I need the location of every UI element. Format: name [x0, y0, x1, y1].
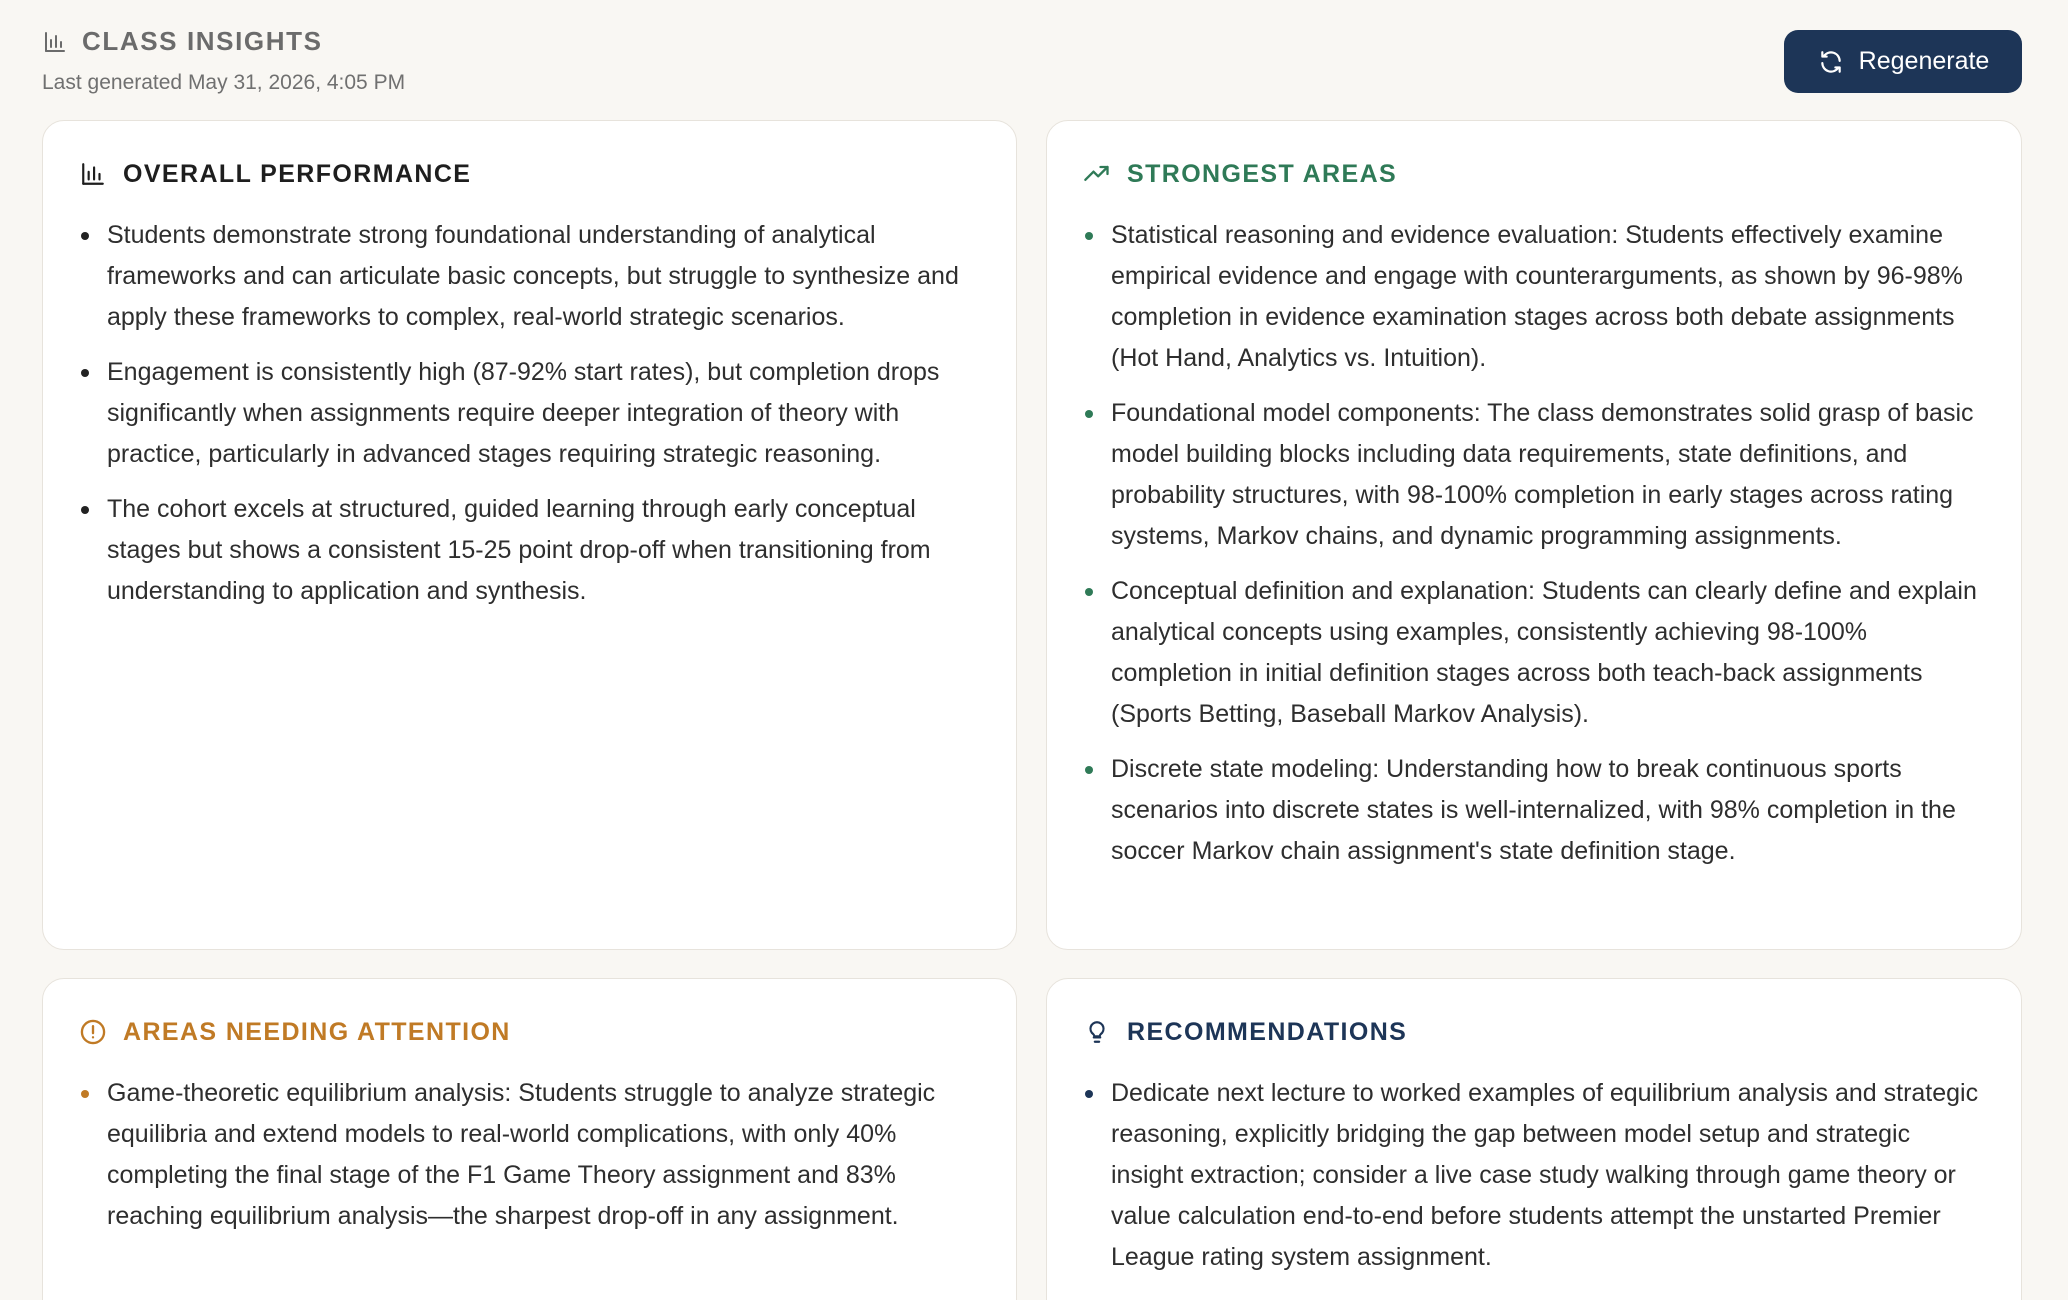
list-item — [1083, 1073, 1985, 1278]
list-item — [79, 215, 980, 338]
list-item-text: Game-theoretic equilibrium analysis: Students struggle to analyze strategic equilibria and extend models to real-world complications, with only 40% completing the final stage of the F1 Game Theory assignment and 83% reaching equilibrium analysis—the sharpest drop-off in any assignment. — [107, 1079, 936, 1230]
attention-list — [79, 1073, 980, 1237]
bar-chart-icon — [79, 160, 107, 188]
overall-performance-list — [79, 215, 980, 612]
recommendations-card — [1046, 978, 2022, 1300]
regenerate-button[interactable] — [1784, 30, 2022, 93]
strongest-areas-list — [1083, 215, 1985, 872]
bullet-icon — [81, 506, 89, 514]
list-item-text: Statistical reasoning and evidence evaluation: Students effectively examine empirical evidence and engage with counterarguments, as shown by 96-98% completion in evidence examination stages across both debate assignments (Hot Hand, Analytics vs. Intuition). — [1111, 221, 1963, 372]
page-title: CLASS INSIGHTS — [82, 26, 323, 56]
alert-circle-icon — [79, 1018, 107, 1046]
bullet-icon — [1085, 1090, 1093, 1098]
list-item-text: Conceptual definition and explanation: Students can clearly define and explain analytical concepts using examples, consistently achieving 98-100% completion in initial definition stages across both teach-back assignments (Sports Betting, Baseball Markov Analysis). — [1111, 577, 1977, 728]
bar-chart-icon — [42, 29, 68, 55]
card-header — [79, 157, 980, 191]
card-title: AREAS NEEDING ATTENTION — [123, 1017, 511, 1046]
list-item — [1083, 393, 1985, 557]
list-item — [1083, 749, 1985, 872]
bullet-icon — [1085, 410, 1093, 418]
areas-needing-attention-card — [42, 978, 1017, 1300]
bullet-icon — [81, 369, 89, 377]
bullet-icon — [1085, 588, 1093, 596]
list-item — [79, 352, 980, 475]
card-header — [1083, 1015, 1985, 1049]
bullet-icon — [1085, 766, 1093, 774]
list-item-text: The cohort excels at structured, guided learning through early conceptual stages but shows a consistent 15-25 point drop-off when transitioning from understanding to application and synthesis. — [107, 495, 931, 605]
page-header — [42, 26, 2022, 106]
list-item — [1083, 215, 1985, 379]
list-item-text: Dedicate next lecture to worked examples of equilibrium analysis and strategic reasoning, explicitly bridging the gap between model setup and strategic insight extraction; consider a live case study walking through game theory or value calculation end-to-end before students attempt the unstarted Premier League rating system assignment. — [1111, 1079, 1979, 1271]
refresh-icon — [1817, 48, 1845, 76]
title-row — [42, 26, 2022, 57]
list-item-text: Engagement is consistently high (87-92% start rates), but completion drops significantly when assignments require deeper integration of theory with practice, particularly in advanced stages requiring strategic reasoning. — [107, 358, 940, 468]
card-title: STRONGEST AREAS — [1127, 159, 1398, 188]
list-item — [79, 489, 980, 612]
card-title: RECOMMENDATIONS — [1127, 1017, 1408, 1046]
lightbulb-icon — [1083, 1018, 1111, 1046]
card-title: OVERALL PERFORMANCE — [123, 159, 472, 188]
list-item — [79, 1073, 980, 1237]
list-item — [1083, 571, 1985, 735]
bullet-icon — [1085, 232, 1093, 240]
strongest-areas-card — [1046, 120, 2022, 950]
card-header — [79, 1015, 980, 1049]
bullet-icon — [81, 232, 89, 240]
list-item-text: Discrete state modeling: Understanding how to break continuous sports scenarios into discrete states is well-internalized, with 98% completion in the soccer Markov chain assignment's state definition stage. — [1111, 755, 1956, 865]
recommendations-list — [1083, 1073, 1985, 1278]
overall-performance-card — [42, 120, 1017, 950]
list-item-text: Students demonstrate strong foundational understanding of analytical frameworks and can articulate basic concepts, but struggle to synthesize and apply these frameworks to complex, real-world strategic scenarios. — [107, 221, 959, 331]
card-header — [1083, 157, 1985, 191]
regenerate-label: Regenerate — [1858, 47, 1990, 75]
trending-up-icon — [1083, 160, 1111, 188]
bullet-icon — [81, 1090, 89, 1098]
list-item-text: Foundational model components: The class demonstrates solid grasp of basic model building blocks including data requirements, state definitions, and probability structures, with 98-100% completion in early stages across rating systems, Markov chains, and dynamic programming assignments. — [1111, 399, 1974, 550]
last-generated-timestamp: Last generated May 31, 2026, 4:05 PM — [42, 71, 406, 94]
